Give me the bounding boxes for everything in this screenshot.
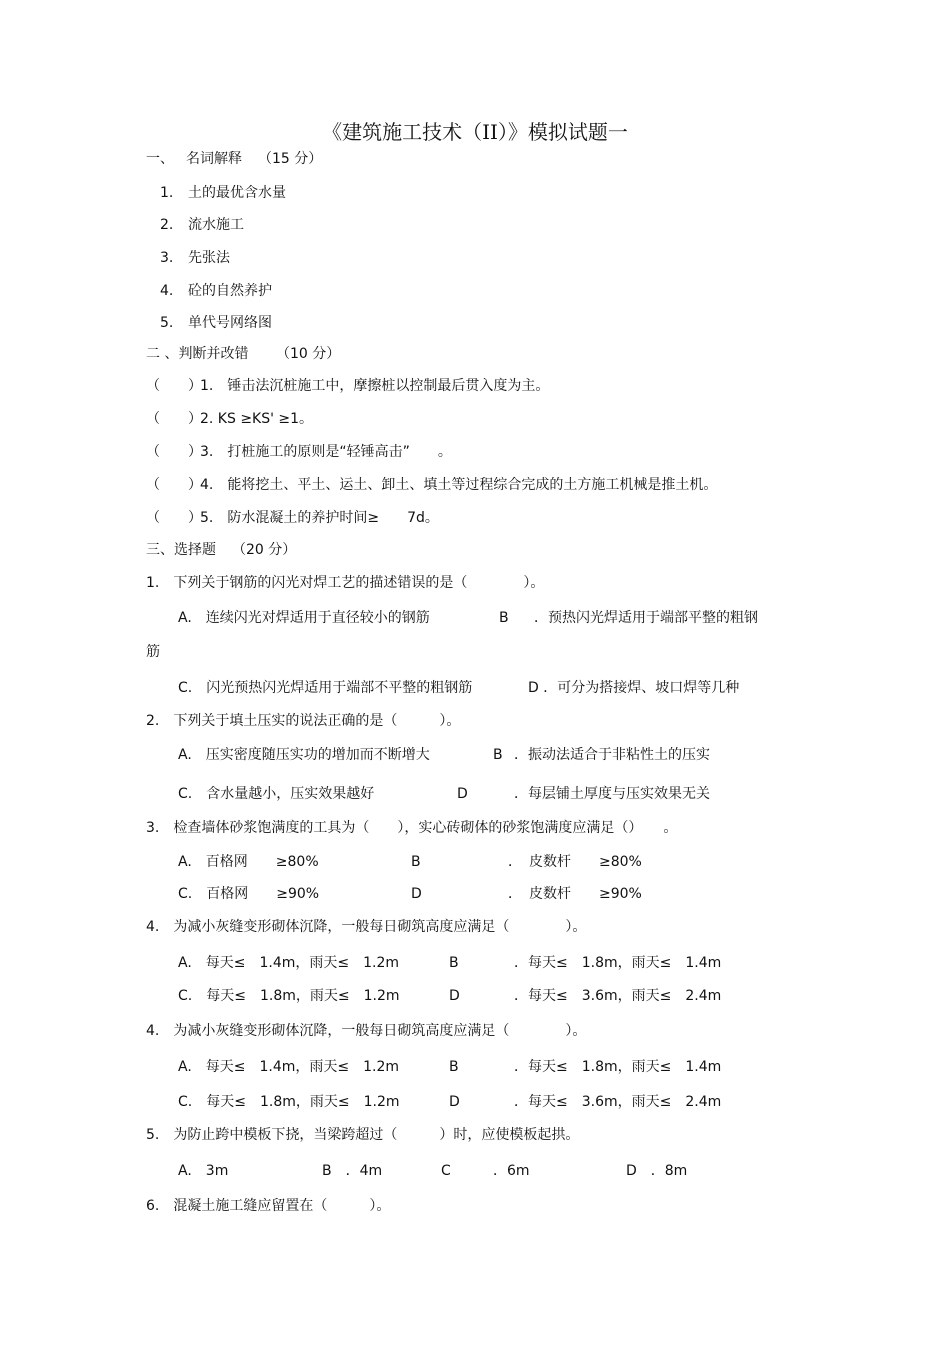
option-c-text: ．6m	[493, 1163, 530, 1179]
option-c: C. 每天≤ 1.8m，雨天≤ 1.2m	[178, 1094, 400, 1110]
answer-blank: （ ）	[146, 477, 202, 493]
option-c: C. 每天≤ 1.8m，雨天≤ 1.2m	[178, 988, 400, 1004]
option-c: C. 闪光预热闪光焊适用于端部不平整的粗钢筋	[178, 680, 473, 696]
statement-text: 2. KS ≥KS' ≥1。	[200, 411, 314, 427]
option-d-letter: D	[449, 1094, 460, 1110]
question-stem: 6. 混凝土施工缝应留置在（ ）。	[146, 1198, 391, 1214]
option-a: A. 连续闪光对焊适用于直径较小的钢筋	[178, 610, 430, 626]
term-text: 土的最优含水量	[188, 185, 286, 201]
statement-text: 1. 锤击法沉桩施工中，摩擦桩以控制最后贯入度为主。	[200, 378, 550, 394]
option-a: A. 压实密度随压实功的增加而不断增大	[178, 747, 430, 763]
option-d: D ．8m	[626, 1163, 688, 1179]
option-d-text: ． 皮数杆 ≥90%	[508, 886, 642, 902]
question-stem: 3. 检查墙体砂浆饱满度的工具为（ ），实心砖砌体的砂浆饱满度应满足（） 。	[146, 820, 678, 836]
term-number: 1.	[160, 185, 174, 201]
statement-text: 5. 防水混凝土的养护时间≥ 7d。	[200, 510, 439, 526]
question-stem: 1. 下列关于钢筋的闪光对焊工艺的描述错误的是（ ）。	[146, 575, 545, 591]
section-1-number: 一、	[146, 151, 174, 167]
term-text: 砼的自然养护	[188, 283, 272, 299]
option-b-text: ．每天≤ 1.8m，雨天≤ 1.4m	[514, 1059, 722, 1075]
question-stem: 4. 为减小灰缝变形砌体沉降，一般每日砌筑高度应满足（ ）。	[146, 919, 587, 935]
option-a: A. 每天≤ 1.4m，雨天≤ 1.2m	[178, 1059, 400, 1075]
statement-text: 4. 能将挖土、平土、运土、卸土、填土等过程综合完成的土方施工机械是推土机。	[200, 477, 718, 493]
option-b: B ．4m	[322, 1163, 383, 1179]
option-b-letter: B	[493, 747, 503, 763]
option-d: D ．可分为搭接焊、坡口焊等几种	[528, 680, 740, 696]
option-b-letter: B	[449, 1059, 459, 1075]
question-stem: 5. 为防止跨中模板下挠，当梁跨超过（ ）时，应使模板起拱。	[146, 1127, 580, 1143]
option-a: A. 每天≤ 1.4m，雨天≤ 1.2m	[178, 955, 400, 971]
answer-blank: （ ）	[146, 444, 202, 460]
page-title: 《建筑施工技术（II）》模拟试题一	[322, 120, 628, 144]
option-b-text: ．预热闪光焊适用于端部平整的粗钢	[534, 610, 758, 626]
option-d-text: ．每天≤ 3.6m，雨天≤ 2.4m	[514, 1094, 722, 1110]
option-d-text: ．每层铺土厚度与压实效果无关	[514, 786, 710, 802]
option-b-letter: B	[411, 854, 421, 870]
option-a: A. 3m	[178, 1163, 229, 1179]
answer-blank: （ ）	[146, 510, 202, 526]
option-b-letter: B	[449, 955, 459, 971]
option-c-letter: C	[441, 1163, 451, 1179]
option-d-text: ．每天≤ 3.6m，雨天≤ 2.4m	[514, 988, 722, 1004]
answer-blank: （ ）	[146, 411, 202, 427]
option-c: C. 百格网 ≥90%	[178, 886, 320, 902]
section-1-heading: 名词解释	[186, 151, 242, 167]
section-2-score: （10 分）	[276, 346, 341, 362]
term-text: 先张法	[188, 250, 230, 266]
option-b-text: ．每天≤ 1.8m，雨天≤ 1.4m	[514, 955, 722, 971]
question-stem: 2. 下列关于填土压实的说法正确的是（ ）。	[146, 713, 461, 729]
answer-blank: （ ）	[146, 378, 202, 394]
question-stem: 4. 为减小灰缝变形砌体沉降，一般每日砌筑高度应满足（ ）。	[146, 1023, 587, 1039]
term-text: 流水施工	[188, 217, 244, 233]
term-text: 单代号网络图	[188, 315, 272, 331]
option-b-text: ． 皮数杆 ≥80%	[508, 854, 642, 870]
term-number: 4.	[160, 283, 174, 299]
option-a: A. 百格网 ≥80%	[178, 854, 319, 870]
option-d-letter: D	[411, 886, 422, 902]
term-number: 2.	[160, 217, 174, 233]
option-b-letter: B	[499, 610, 509, 626]
section-1-score: （15 分）	[258, 151, 323, 167]
statement-text: 3. 打桩施工的原则是“轻锤高击” 。	[200, 444, 452, 460]
option-d-letter: D	[457, 786, 468, 802]
option-b-text: ．振动法适合于非粘性土的压实	[514, 747, 710, 763]
term-number: 3.	[160, 250, 174, 266]
term-number: 5.	[160, 315, 174, 331]
option-c: C. 含水量越小，压实效果越好	[178, 786, 375, 802]
section-3-score: （20 分）	[232, 542, 297, 558]
section-3-heading: 三、选择题	[146, 542, 216, 558]
section-2-heading: 二 、判断并改错	[146, 346, 249, 362]
option-b-wrap: 筋	[146, 644, 160, 660]
option-d-letter: D	[449, 988, 460, 1004]
